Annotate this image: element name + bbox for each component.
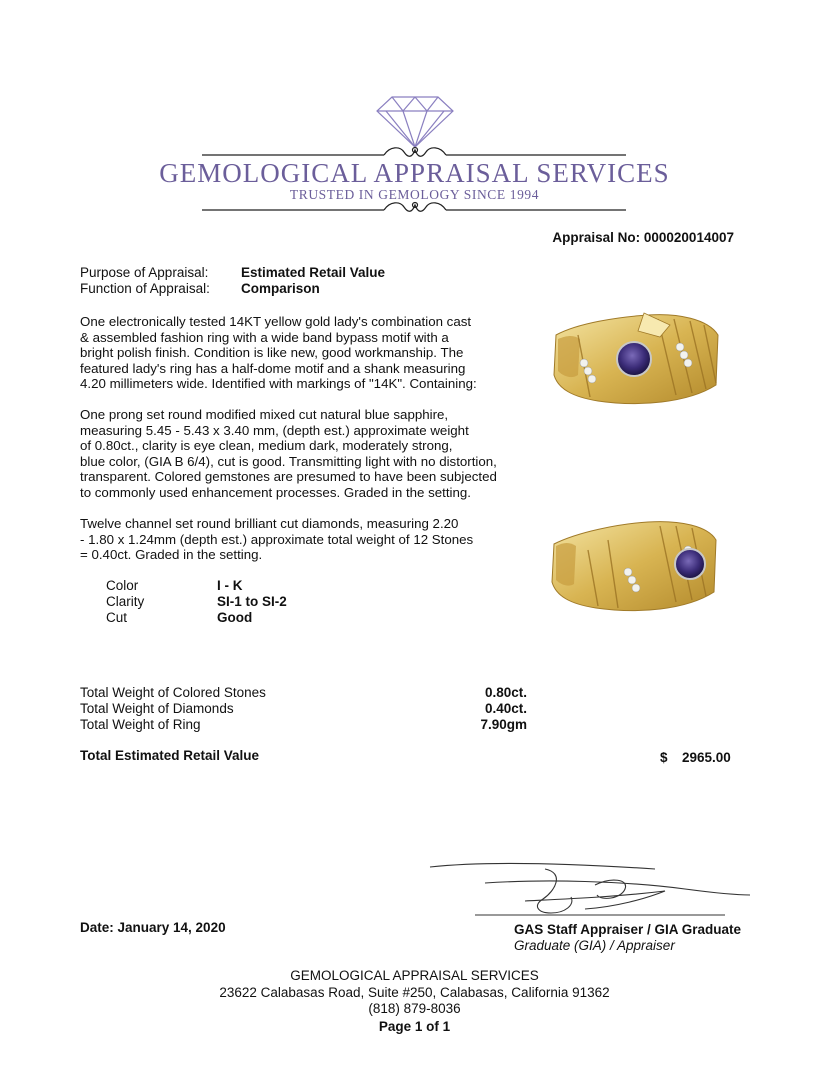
retail-value-label: Total Estimated Retail Value	[80, 748, 260, 763]
total-ring-value: 7.90gm	[480, 717, 527, 732]
function-value: Comparison	[241, 281, 320, 296]
diamond-line: = 0.40ct. Graded in the setting.	[80, 547, 263, 563]
ring-description	[80, 314, 520, 392]
appraisal-date: Date: January 14, 2020	[80, 920, 226, 935]
sapphire-line: of 0.80ct., clarity is eye clean, medium dark, moderately strong,	[80, 438, 453, 454]
diamond-description	[80, 516, 520, 563]
total-ring-label: Total Weight of Ring	[80, 717, 201, 732]
purpose-value: Estimated Retail Value	[241, 265, 386, 280]
appraiser-signature	[425, 855, 755, 925]
footer-company: GEMOLOGICAL APPRAISAL SERVICES	[290, 968, 539, 983]
description-line: & assembled fashion ring with a wide band bypass motif with a	[80, 329, 449, 345]
total-colored-label: Total Weight of Colored Stones	[80, 685, 266, 700]
grade-cut-value: Good	[217, 610, 253, 625]
ring-photo-top	[548, 305, 723, 410]
description-line: One electronically tested 14KT yellow gold lady's combination cast	[80, 314, 472, 329]
sapphire-line: to commonly used enhancement processes. Graded in the setting.	[80, 484, 471, 500]
signer-title: GAS Staff Appraiser / GIA Graduate	[514, 922, 742, 937]
bottom-flourish-divider	[202, 203, 626, 212]
company-tagline: TRUSTED IN GEMOLOGY SINCE 1994	[289, 187, 540, 202]
sapphire-line: transparent. Colored gemstones are presumed to have been subjected	[80, 469, 497, 485]
top-flourish-divider	[202, 148, 626, 157]
appraisal-number: Appraisal No: 000020014007	[552, 230, 734, 245]
grade-clarity-label: Clarity	[106, 594, 145, 609]
purpose-label: Purpose of Appraisal:	[80, 265, 209, 280]
signer-subtitle: Graduate (GIA) / Appraiser	[514, 938, 675, 953]
retail-currency: $	[660, 750, 668, 765]
sapphire-line: measuring 5.45 - 5.43 x 3.40 mm, (depth est.) approximate weight	[80, 422, 469, 438]
sapphire-line: blue color, (GIA B 6/4), cut is good. Transmitting light with no distortion,	[80, 453, 497, 469]
retail-amount: 2965.00	[682, 750, 731, 765]
grade-color-label: Color	[106, 578, 139, 593]
description-line: 4.20 millimeters wide. Identified with markings of "14K". Containing:	[80, 376, 477, 392]
footer-phone: (818) 879-8036	[368, 1001, 461, 1016]
diamond-line: - 1.80 x 1.24mm (depth est.) approximate total weight of 12 Stones	[80, 531, 474, 547]
function-label: Function of Appraisal:	[80, 281, 210, 296]
total-diamonds-value: 0.40ct.	[484, 701, 527, 716]
ring-photo-bottom	[548, 510, 723, 615]
description-line: bright polish finish. Condition is like new, good workmanship. The	[80, 345, 464, 361]
total-colored-value: 0.80ct.	[484, 685, 527, 700]
diamond-icon	[377, 97, 453, 147]
page-number: Page 1 of 1	[378, 1019, 451, 1034]
grade-cut-label: Cut	[106, 610, 128, 625]
grade-clarity-value: SI-1 to SI-2	[217, 594, 287, 609]
description-line: featured lady's ring has a half-dome motif and a shank measuring	[80, 360, 466, 376]
sapphire-description	[80, 407, 530, 501]
grade-color-value: I - K	[217, 578, 243, 593]
sapphire-line: One prong set round modified mixed cut natural blue sapphire,	[80, 407, 449, 422]
company-title: GEMOLOGICAL APPRAISAL SERVICES	[159, 158, 670, 188]
footer-address: 23622 Calabasas Road, Suite #250, Calabasas, California 91362	[219, 985, 610, 1000]
diamond-line: Twelve channel set round brilliant cut diamonds, measuring 2.20	[80, 516, 459, 531]
total-diamonds-label: Total Weight of Diamonds	[80, 701, 234, 716]
